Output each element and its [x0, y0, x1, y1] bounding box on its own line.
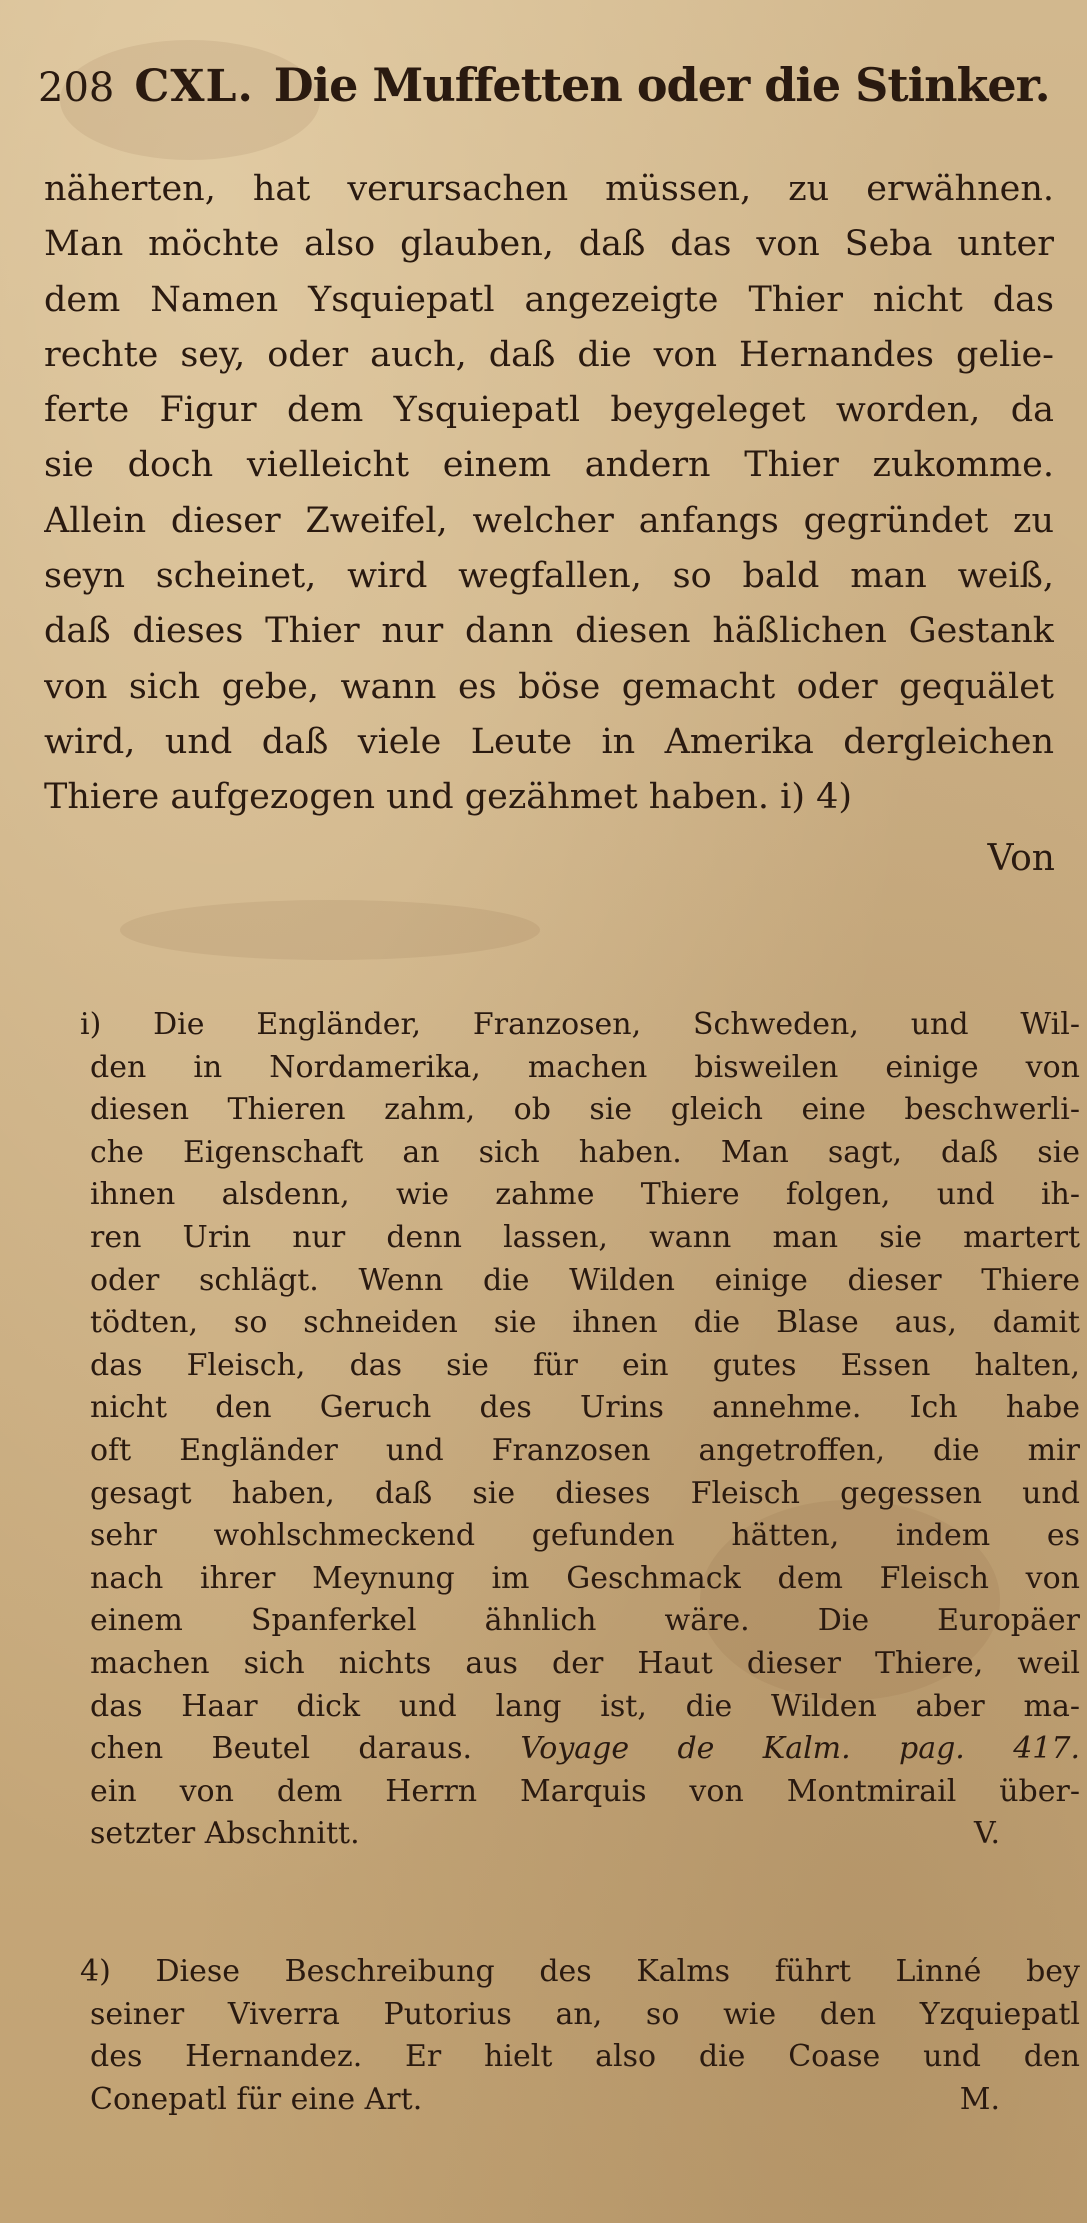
footnote-line: machen sich nichts aus der Haut dieser Thiere, weil: [90, 1645, 1080, 1681]
body-line: rechte sey, oder auch, daß die von Hernandes gelie-: [44, 334, 1054, 375]
chapter-numeral: CXL.: [134, 61, 254, 112]
body-line: Thiere aufgezogen und gezähmet haben. i) 4): [44, 777, 853, 818]
footnote-line: chen Beutel daraus.: [90, 1731, 472, 1767]
footnote-last-line: [90, 2079, 1080, 2122]
body-line: dem Namen Ysquiepatl angezeigte Thier nicht das: [44, 279, 1054, 320]
paper-stain: [120, 900, 540, 960]
footnote-signature: V.: [974, 1816, 1000, 1852]
footnote-line: 4) Diese Beschreibung des Kalms führt Linné bey: [80, 1954, 1080, 1989]
footnote-line: oft Engländer und Franzosen angetroffen, die mir: [90, 1432, 1080, 1468]
page-header: [38, 58, 1057, 112]
footnote-line: sehr wohlschmeckend gefunden hätten, indem es: [90, 1518, 1080, 1554]
main-body-text: [44, 162, 1054, 826]
footnote-line: seiner Viverra Putorius an, so wie den Yzquiepatl: [90, 1996, 1080, 2032]
footnote-line: nach ihrer Meynung im Geschmack dem Fleisch von: [90, 1560, 1080, 1596]
footnote-line: das Fleisch, das sie für ein gutes Essen halten,: [90, 1347, 1080, 1383]
footnote-source-citation: Voyage de Kalm. pag. 417.: [520, 1731, 1080, 1767]
body-line: von sich gebe, wann es böse gemacht oder gequälet: [44, 666, 1054, 707]
body-line: Man möchte also glauben, daß das von Seba unter: [44, 224, 1054, 265]
footnote-line: i) Die Engländer, Franzosen, Schweden, und Wil-: [80, 1007, 1080, 1042]
footnote-source-line: [90, 1728, 1080, 1771]
footnote-4: [80, 1951, 1080, 2121]
catchword: Von: [987, 838, 1055, 879]
chapter-title: Die Muffetten oder die Stinker.: [273, 58, 1050, 112]
footnote-i: [80, 1004, 1080, 1856]
footnote-line: den in Nordamerika, machen bisweilen einige von: [90, 1049, 1080, 1085]
footnote-line: setzter Abschnitt.: [90, 1816, 360, 1852]
body-line: seyn scheinet, wird wegfallen, so bald man weiß,: [44, 556, 1054, 597]
page-number: 208: [38, 65, 115, 111]
body-line: daß dieses Thier nur dann diesen häßlichen Gestank: [44, 611, 1054, 652]
footnote-line: diesen Thieren zahm, ob sie gleich eine beschwerli-: [90, 1092, 1080, 1128]
footnote-line: nicht den Geruch des Urins annehme. Ich habe: [90, 1390, 1080, 1426]
footnote-line: ren Urin nur denn lassen, wann man sie martert: [90, 1219, 1080, 1255]
body-line: sie doch vielleicht einem andern Thier zukomme.: [44, 445, 1054, 486]
footnote-line: gesagt haben, daß sie dieses Fleisch gegessen und: [90, 1475, 1080, 1511]
footnote-line: einem Spanferkel ähnlich wäre. Die Europäer: [90, 1603, 1080, 1639]
footnote-line: Conepatl für eine Art.: [90, 2081, 423, 2117]
footnote-line: des Hernandez. Er hielt also die Coase und den: [90, 2039, 1080, 2075]
footnote-line: oder schlägt. Wenn die Wilden einige dieser Thiere: [90, 1262, 1080, 1298]
body-line: Allein dieser Zweifel, welcher anfangs gegründet zu: [44, 500, 1054, 541]
body-line: ferte Figur dem Ysquiepatl beygeleget worden, da: [44, 390, 1054, 431]
footnote-signature: M.: [959, 2081, 1000, 2117]
footnote-line: ein von dem Herrn Marquis von Montmirail über-: [90, 1773, 1080, 1809]
footnote-line: che Eigenschaft an sich haben. Man sagt, daß sie: [90, 1134, 1080, 1170]
body-line: näherten, hat verursachen müssen, zu erwähnen.: [44, 169, 1054, 209]
footnote-line: ihnen alsdenn, wie zahme Thiere folgen, und ih-: [90, 1177, 1080, 1213]
footnote-line: das Haar dick und lang ist, die Wilden aber ma-: [90, 1688, 1080, 1724]
footnote-last-line: [90, 1813, 1080, 1856]
footnote-line: tödten, so schneiden sie ihnen die Blase aus, damit: [90, 1305, 1080, 1341]
body-line: wird, und daß viele Leute in Amerika dergleichen: [44, 721, 1054, 762]
